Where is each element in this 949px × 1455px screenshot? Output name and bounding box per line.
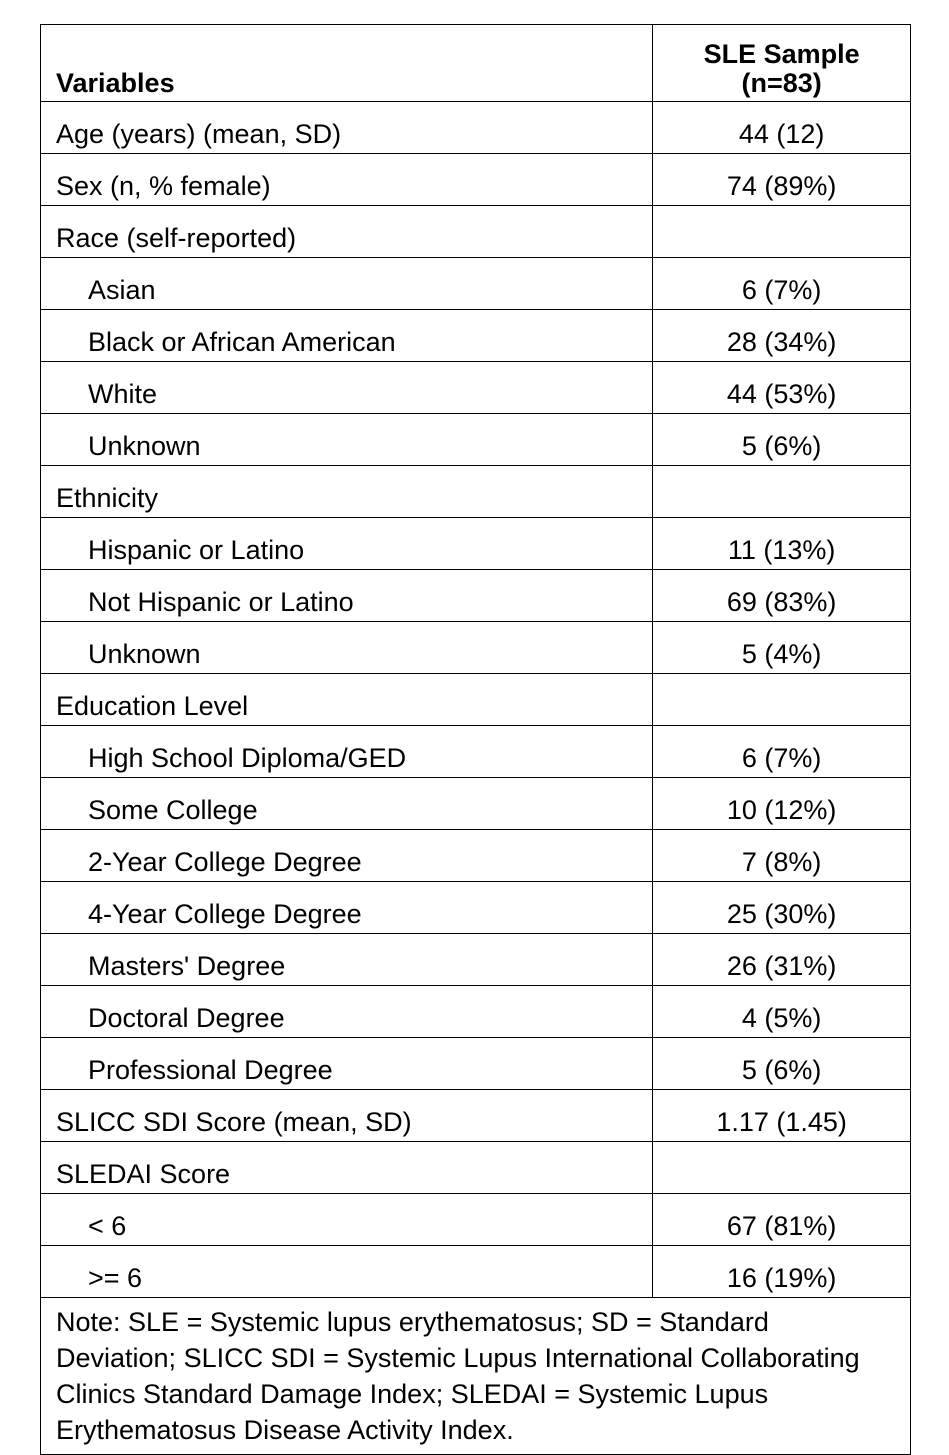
row-label: >= 6 — [41, 1246, 653, 1298]
table-row — [41, 570, 911, 622]
table-row — [41, 414, 911, 466]
table-row — [41, 206, 911, 258]
row-value: 28 (34%) — [653, 310, 911, 362]
row-label: Hispanic or Latino — [41, 518, 653, 570]
table-header-row — [41, 25, 911, 102]
row-label: Professional Degree — [41, 1038, 653, 1090]
row-value: 5 (6%) — [653, 414, 911, 466]
table-row — [41, 1142, 911, 1194]
sample-header-line1: SLE Sample — [703, 39, 860, 70]
table-row — [41, 778, 911, 830]
row-label: High School Diploma/GED — [41, 726, 653, 778]
row-value: 6 (7%) — [653, 726, 911, 778]
row-value — [653, 466, 911, 518]
table-row — [41, 726, 911, 778]
table-note: Note: SLE = Systemic lupus erythematosus; SD = Standard Deviation; SLICC SDI = Systemic Lupus International Collaborating Clinics Standard Damage Index; SLEDAI = Systemic Lupus Erythematosus Disease Activity Index. — [41, 1298, 911, 1455]
table-row — [41, 1038, 911, 1090]
row-value: 10 (12%) — [653, 778, 911, 830]
table-row — [41, 830, 911, 882]
table-row — [41, 102, 911, 154]
row-label: White — [41, 362, 653, 414]
table-row — [41, 622, 911, 674]
row-label: Race (self-reported) — [41, 206, 653, 258]
row-value: 74 (89%) — [653, 154, 911, 206]
row-label: Black or African American — [41, 310, 653, 362]
row-label: Doctoral Degree — [41, 986, 653, 1038]
row-value: 11 (13%) — [653, 518, 911, 570]
row-label: Sex (n, % female) — [41, 154, 653, 206]
table-row — [41, 1090, 911, 1142]
table-row — [41, 258, 911, 310]
row-label: 4-Year College Degree — [41, 882, 653, 934]
row-value: 5 (6%) — [653, 1038, 911, 1090]
table-row — [41, 882, 911, 934]
row-value — [653, 206, 911, 258]
row-value: 67 (81%) — [653, 1194, 911, 1246]
row-value: 7 (8%) — [653, 830, 911, 882]
table-row — [41, 1194, 911, 1246]
row-label: Unknown — [41, 622, 653, 674]
row-label: Not Hispanic or Latino — [41, 570, 653, 622]
row-value: 6 (7%) — [653, 258, 911, 310]
demographics-table — [40, 24, 911, 1455]
row-label: SLICC SDI Score (mean, SD) — [41, 1090, 653, 1142]
table-row — [41, 934, 911, 986]
table-body — [41, 102, 911, 1298]
table-row — [41, 466, 911, 518]
row-value: 69 (83%) — [653, 570, 911, 622]
row-label: < 6 — [41, 1194, 653, 1246]
row-value — [653, 1142, 911, 1194]
row-value: 26 (31%) — [653, 934, 911, 986]
row-label: Asian — [41, 258, 653, 310]
row-value: 44 (53%) — [653, 362, 911, 414]
row-label: Some College — [41, 778, 653, 830]
table-row — [41, 1246, 911, 1298]
demographics-table-container — [40, 24, 911, 1455]
row-value: 1.17 (1.45) — [653, 1090, 911, 1142]
sample-header-line2: (n=83) — [741, 67, 822, 98]
row-label: Age (years) (mean, SD) — [41, 102, 653, 154]
row-value — [653, 674, 911, 726]
note-row — [41, 1298, 911, 1455]
row-value: 16 (19%) — [653, 1246, 911, 1298]
row-label: Ethnicity — [41, 466, 653, 518]
row-label: Unknown — [41, 414, 653, 466]
table-row — [41, 310, 911, 362]
variables-column-header: Variables — [41, 25, 653, 102]
row-value: 25 (30%) — [653, 882, 911, 934]
sample-column-header — [653, 25, 911, 102]
table-row — [41, 518, 911, 570]
row-value: 44 (12) — [653, 102, 911, 154]
row-label: Masters' Degree — [41, 934, 653, 986]
row-label: 2-Year College Degree — [41, 830, 653, 882]
table-row — [41, 154, 911, 206]
table-row — [41, 362, 911, 414]
table-row — [41, 986, 911, 1038]
row-value: 5 (4%) — [653, 622, 911, 674]
table-row — [41, 674, 911, 726]
row-label: Education Level — [41, 674, 653, 726]
row-value: 4 (5%) — [653, 986, 911, 1038]
row-label: SLEDAI Score — [41, 1142, 653, 1194]
